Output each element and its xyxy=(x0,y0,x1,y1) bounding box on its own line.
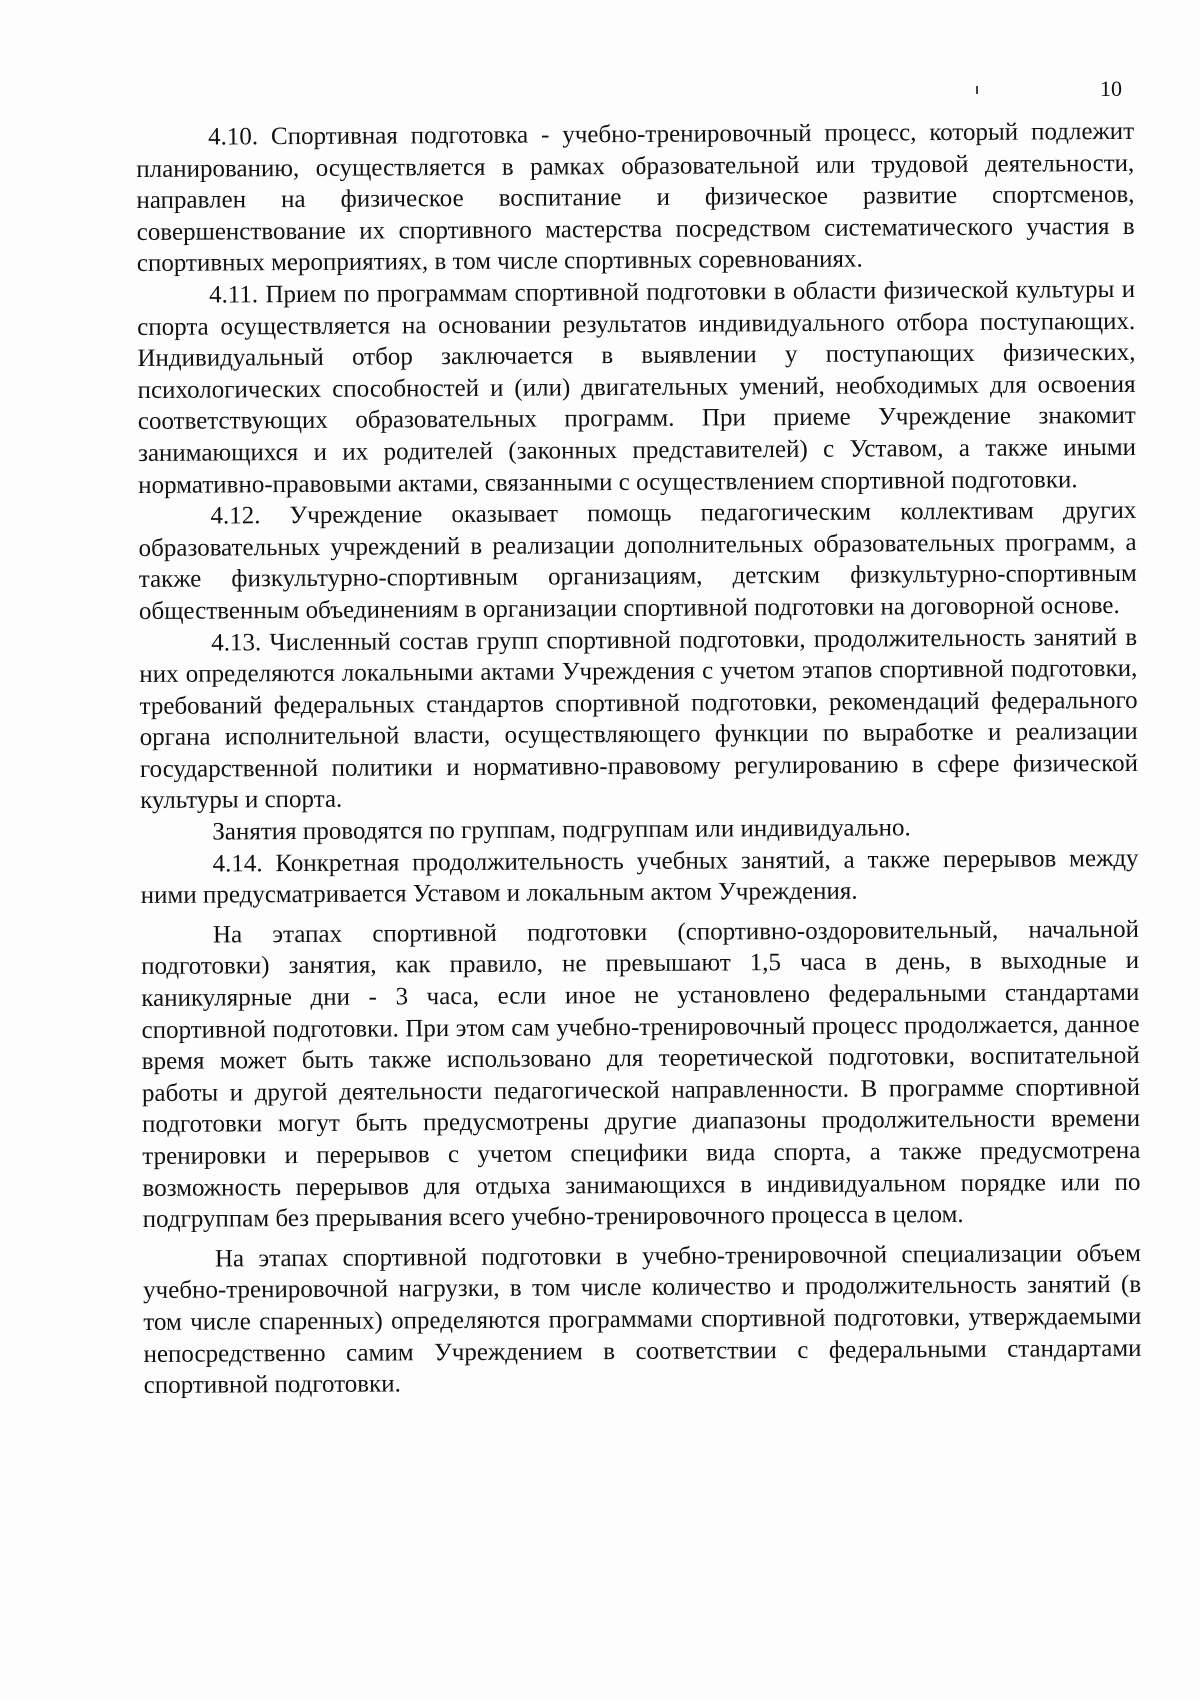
paragraph-stages-duration: На этапах спортивной подготовки (спортивно-оздоровительный, начальной подготовки) занятия, как правило, не превышают 1,5 часа в день, в выходные и каникулярные дни - 3 часа, если иное не установлено федеральными стандартами спортивной подготовки. При этом сам учебно-тренировочный процесс продолжается, данное время может быть также использовано для теоретической подготовки, воспитательной работы и другой деятельности педагогической направленности. В программе спортивной подготовки могут быть предусмотрены другие диапазоны продолжительности времени тренировки и перерывов с учетом специфики вида спорта, а также предусмотрена возможность перерывов для отдыха занимающихся в индивидуальном порядке или по подгруппам без прерывания всего учебно-тренировочного процесса в целом. xyxy=(141,915,1141,1234)
paragraph-4-12: 4.12. Учреждение оказывает помощь педагогическим коллективам других образовательных учреждений в реализации дополнительных образовательных программ, а также физкультурно-спортивным организациям, детским физкультурно-спортивным общественным объединениям в организации спортивной подготовки на договорной основе. xyxy=(138,497,1137,625)
paragraph-4-14: 4.14. Конкретная продолжительность учебных занятий, а также перерывов между ними предусматривается Уставом и локальным актом Учреждения. xyxy=(140,844,1139,910)
paragraph-4-13: 4.13. Численный состав групп спортивной подготовки, продолжительность занятий в них определяются локальными актами Учреждения с учетом этапов спортивной подготовки, требований федеральных стандартов спортивной подготовки, рекомендаций федерального органа исполнительной власти, осуществляющего функции по выработке и реализации государственной политики и нормативно-правовому регулированию в сфере физической культуры и спорта. xyxy=(139,623,1139,815)
paragraph-stages-load: На этапах спортивной подготовки в учебно-тренировочной специализации объем учебно-тренировочной нагрузки, в том числе количество и продолжительность занятий (в том числе спаренных) определяются программами спортивной подготовки, утверждаемыми непосредственно самим Учреждением в соответствии с федеральными стандартами спортивной подготовки. xyxy=(143,1239,1142,1400)
document-body xyxy=(136,116,1142,1402)
paragraph-4-11: 4.11. Прием по программам спортивной подготовки в области физической культуры и спорта осуществляется на основании результатов индивидуального отбора поступающих. Индивидуальный отбор заключается в выявлении у поступающих физических, психологических способностей и (или) двигательных умений, необходимых для освоения соответствующих образовательных программ. При приеме Учреждение знакомит занимающихся и их родителей (законных представителей) с Уставом, а также иными нормативно-правовыми актами, связанными с осуществлением спортивной подготовки. xyxy=(137,275,1137,499)
paragraph-groups: Занятия проводятся по группам, подгруппам или индивидуально. xyxy=(212,814,911,846)
scan-mark xyxy=(976,86,978,94)
page-number: 10 xyxy=(1100,76,1122,101)
paragraph-4-10: 4.10. Спортивная подготовка - учебно-тренировочный процесс, который подлежит планированию, осуществляется в рамках образовательной или трудовой деятельности, направлен на физическое воспитание и физическое развитие спортсменов, совершенствование их спортивного мастерства посредством систематического участия в спортивных мероприятиях, в том числе спортивных соревнованиях. xyxy=(136,117,1135,278)
